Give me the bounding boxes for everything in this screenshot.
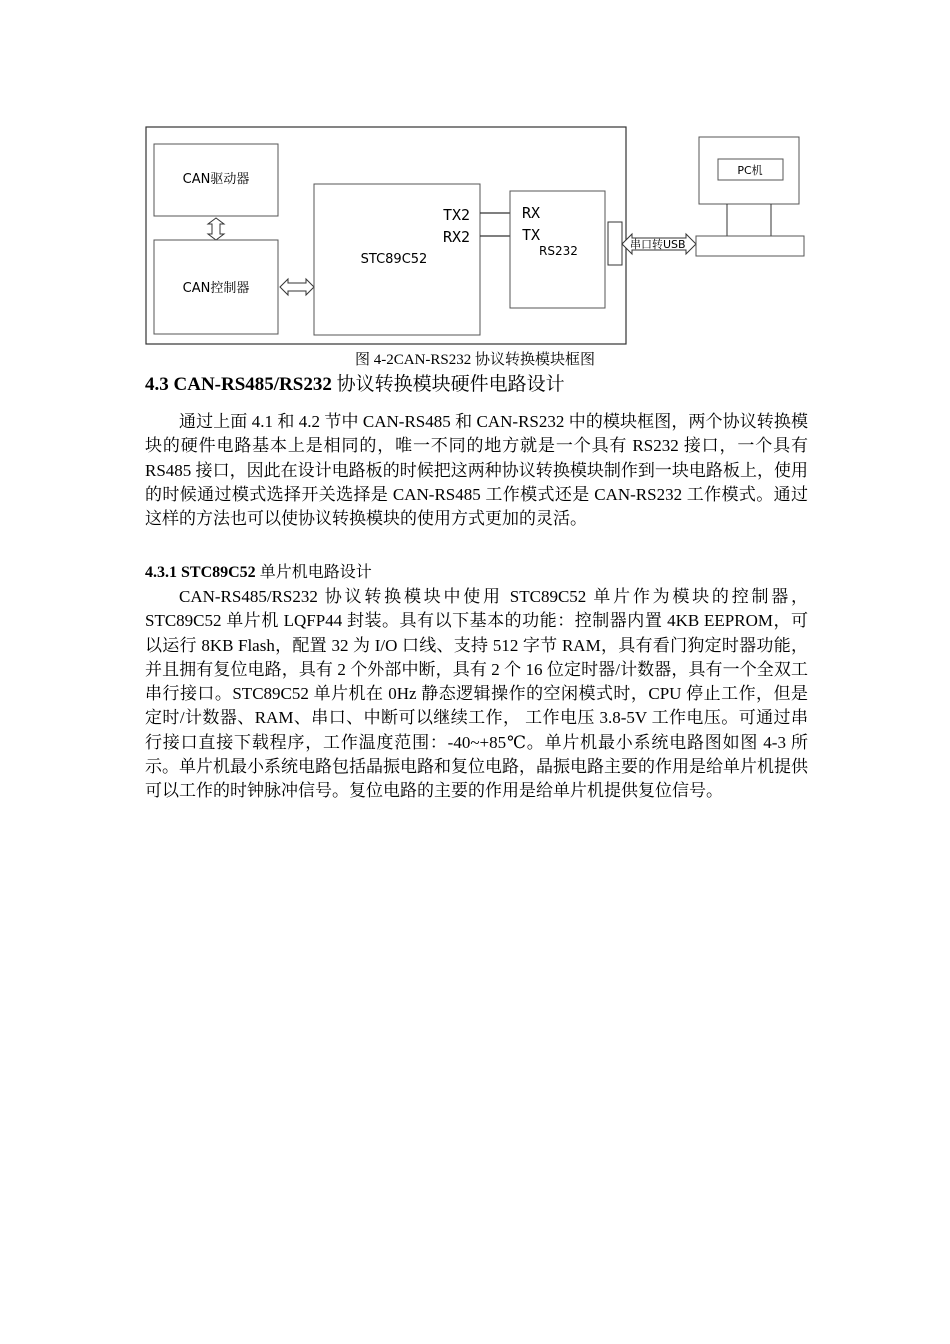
section-title-text: 协议转换模块硬件电路设计 <box>331 374 565 395</box>
rx2-label: RX2 <box>443 228 471 246</box>
section-number: 4.3 CAN-RS485/RS232 <box>145 374 332 395</box>
controller-mcu-arrow <box>280 279 314 295</box>
section-title <box>145 372 565 398</box>
pc-label: PC机 <box>737 164 763 177</box>
paragraph-2: CAN-RS485/RS232 协议转换模块中使用 STC89C52 单片作为模块的控制器，STC89C52 单片机 LQFP44 封装。具有以下基本的功能：控制器内置 4KB EEPROM，可以运行 8KB Flash，配置 32 为 I/O 口线、支持 512 字节 RAM，具有看门狗定时器功能，并且拥有复位电路，具有 2 个外部中断，具有 2 个 16 位定时器/计数器，具有一个全双工串行接口。STC89C52 单片机在 0Hz 静态逻辑操作的空闲模式时，CPU 停止工作，但是定时/计数器、RAM、串口、中断可以继续工作， 工作电压 3.8-5V 工作电压。可通过串行接口直接下载程序，工作温度范围：-40~+85℃。单片机最小系统电路图如图 4-3 所示。单片机最小系统电路包括晶振电路和复位电路，晶振电路主要的作用是给单片机提供可以工作的时钟脉冲信号。复位电路的主要的作用是给单片机提供复位信号。 <box>145 587 808 801</box>
paragraph-1: 通过上面 4.1 和 4.2 节中 CAN-RS485 和 CAN-RS232 中的模块框图，两个协议转换模块的硬件电路基本上是相同的，唯一不同的地方就是一个具有 RS232 接口，一个具有 RS485 接口，因此在设计电路板的时候把这两种协议转换模块制作到一块电路板上，使用的时候通过模式选择开关选择是 CAN-RS485 工作模式还是 CAN-RS232 工作模式。通过这样的方法也可以使协议转换模块的使用方式更加的灵活。 <box>145 412 808 529</box>
subsection-title <box>145 561 372 585</box>
driver-controller-arrow <box>208 218 224 240</box>
can-controller-label: CAN控制器 <box>182 281 250 296</box>
mcu-label: STC89C52 <box>360 252 428 267</box>
serial-connector <box>608 222 622 265</box>
usb-bar <box>696 236 804 256</box>
figure-caption: 图 4-2CAN-RS232 协议转换模块框图 <box>354 352 595 368</box>
rs232-label: RS232 <box>539 244 578 258</box>
tx2-label: TX2 <box>443 206 471 224</box>
can-driver-label: CAN驱动器 <box>182 172 250 187</box>
tx-label: TX <box>522 226 541 244</box>
subsection-number: 4.3.1 STC89C52 <box>145 564 256 581</box>
usb-converter-label: 串口转USB <box>630 238 686 251</box>
block-diagram <box>0 0 950 380</box>
subsection-title-text: 单片机电路设计 <box>255 564 372 581</box>
rx-label: RX <box>522 204 541 222</box>
